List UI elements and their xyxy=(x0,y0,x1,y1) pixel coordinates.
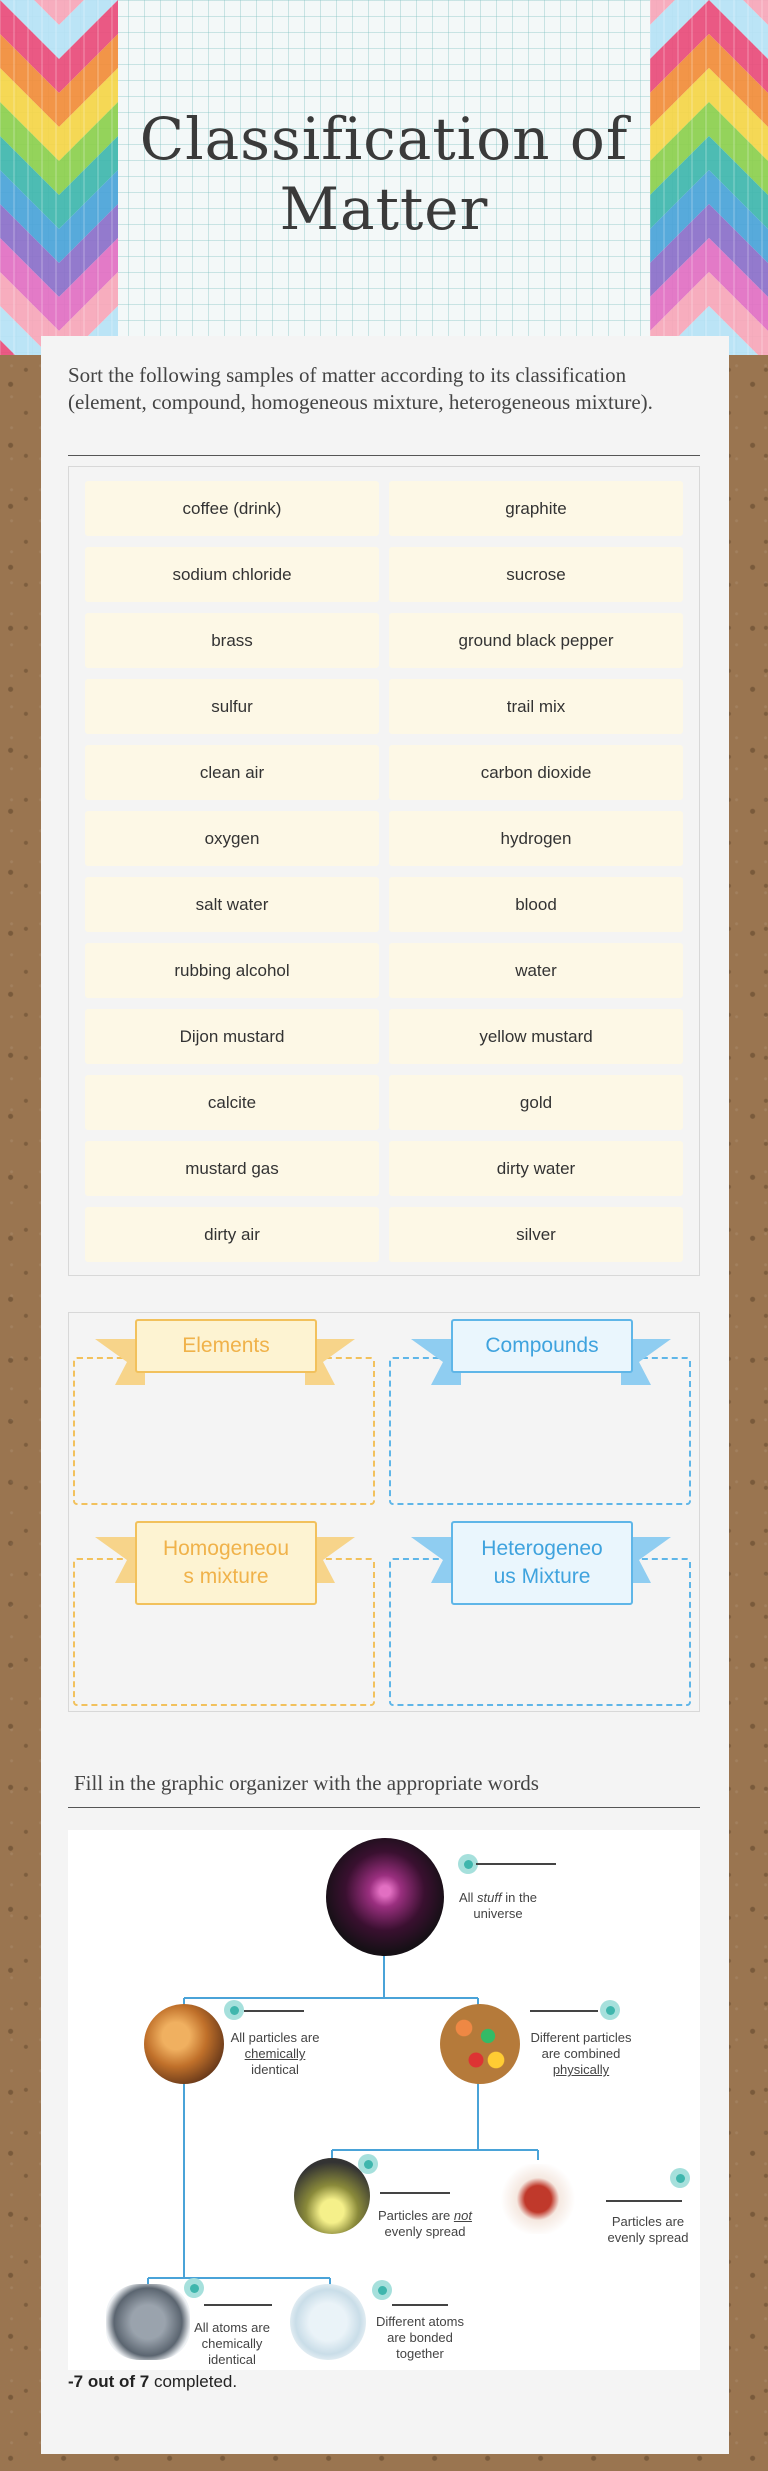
sample-tile[interactable]: mustard gas xyxy=(85,1141,379,1196)
caption-text: All atoms are xyxy=(194,2320,270,2335)
right-caption xyxy=(516,2030,646,2078)
category-title: s mixture xyxy=(183,1565,269,1588)
sample-tile[interactable]: clean air xyxy=(85,745,379,800)
sample-tile[interactable]: hydrogen xyxy=(389,811,683,866)
elements-label xyxy=(135,1319,317,1373)
answer-blank-line[interactable] xyxy=(530,2010,598,2012)
blank-marker-dot[interactable] xyxy=(458,1854,478,1874)
samples-bank xyxy=(68,466,700,1276)
sample-tile[interactable]: trail mix xyxy=(389,679,683,734)
graphic-organizer xyxy=(68,1830,700,2370)
blank-marker-dot[interactable] xyxy=(358,2154,378,2174)
caption-text: are bonded xyxy=(387,2330,453,2345)
divider xyxy=(68,1807,700,1808)
sample-tile[interactable]: silver xyxy=(389,1207,683,1262)
sample-tile[interactable]: water xyxy=(389,943,683,998)
blank-marker-dot[interactable] xyxy=(600,2000,620,2020)
category-sort-panel xyxy=(68,1312,700,1712)
page-title-line: Matter xyxy=(279,175,489,243)
sort-instruction: Sort the following samples of matter according to its classification (element, compound, homogeneous mixture, heterogeneous mixture). xyxy=(68,363,653,414)
caption-text: Particles are xyxy=(611,2214,685,2229)
category-title: Compounds xyxy=(485,1334,599,1357)
caption-text: evenly spread xyxy=(384,2224,466,2239)
sample-tile[interactable]: sucrose xyxy=(389,547,683,602)
organizer-instruction: Fill in the graphic organizer with the appropriate words xyxy=(74,1771,539,1795)
category-title: us Mixture xyxy=(493,1565,591,1588)
sample-tile[interactable]: calcite xyxy=(85,1075,379,1130)
blank-marker-dot[interactable] xyxy=(184,2278,204,2298)
category-title: Homogeneou xyxy=(162,1537,290,1560)
sample-tile[interactable]: coffee (drink) xyxy=(85,481,379,536)
chevron-pattern-graphic xyxy=(650,0,768,355)
blank-marker-dot[interactable] xyxy=(224,2000,244,2020)
sample-tile[interactable]: yellow mustard xyxy=(389,1009,683,1064)
sample-tile[interactable]: sulfur xyxy=(85,679,379,734)
galaxy-photo xyxy=(326,1838,444,1956)
caption-text: together xyxy=(396,2346,444,2361)
caption-text: are combined xyxy=(541,2046,621,2061)
caption-text: not xyxy=(453,2208,472,2223)
chevron-pattern-left xyxy=(0,0,118,355)
divider xyxy=(68,455,700,456)
sample-tile[interactable]: graphite xyxy=(389,481,683,536)
blank-marker-dot[interactable] xyxy=(372,2280,392,2300)
caption-text: chemically xyxy=(201,2336,263,2351)
caption-text: All xyxy=(458,1890,474,1905)
chevron-pattern-graphic xyxy=(0,0,118,355)
sample-tile[interactable]: blood xyxy=(389,877,683,932)
answer-blank-line[interactable] xyxy=(244,2010,304,2012)
blank-marker-dot[interactable] xyxy=(670,2168,690,2188)
caption-text: identical xyxy=(251,2062,299,2077)
caption-text: universe xyxy=(473,1906,523,1921)
sample-tile[interactable]: gold xyxy=(389,1075,683,1130)
page-title xyxy=(130,104,638,244)
caption-text: Different atoms xyxy=(376,2314,464,2329)
answer-blank-line[interactable] xyxy=(606,2200,682,2202)
mixture-photo xyxy=(440,2004,520,2084)
caption-text: evenly spread xyxy=(607,2230,689,2245)
caption-text: Particles are xyxy=(378,2208,454,2223)
sample-tile[interactable]: sodium chloride xyxy=(85,547,379,602)
caption-text: Different particles xyxy=(530,2030,632,2045)
answer-blank-line[interactable] xyxy=(392,2304,448,2306)
completion-status xyxy=(68,2372,237,2392)
sample-tile[interactable]: salt water xyxy=(85,877,379,932)
root-caption xyxy=(438,1890,558,1922)
homogeneous-label xyxy=(135,1521,317,1605)
caption-text: stuff xyxy=(477,1890,502,1905)
chevron-pattern-right xyxy=(650,0,768,355)
element-photo xyxy=(106,2284,190,2360)
heterogeneous-label xyxy=(451,1521,633,1605)
sample-tile[interactable]: oxygen xyxy=(85,811,379,866)
mix-right-caption xyxy=(598,2214,698,2246)
answer-blank-line[interactable] xyxy=(380,2192,450,2194)
category-title: Elements xyxy=(182,1334,270,1357)
caption-text: All particles are xyxy=(230,2030,320,2045)
homogeneous-photo xyxy=(498,2164,578,2234)
compound-photo xyxy=(290,2284,366,2360)
sample-tile[interactable]: brass xyxy=(85,613,379,668)
sample-tile[interactable]: dirty water xyxy=(389,1141,683,1196)
sample-tile[interactable]: dirty air xyxy=(85,1207,379,1262)
completion-count: -7 out of 7 xyxy=(68,2372,150,2391)
sample-tile[interactable]: Dijon mustard xyxy=(85,1009,379,1064)
sample-tile[interactable]: ground black pepper xyxy=(389,613,683,668)
caption-text: identical xyxy=(208,2352,256,2367)
caption-text: chemically xyxy=(244,2046,306,2061)
answer-blank-line[interactable] xyxy=(204,2304,272,2306)
answer-blank-line[interactable] xyxy=(476,1863,556,1865)
completion-suffix: completed. xyxy=(149,2372,238,2391)
caption-text: physically xyxy=(552,2062,610,2077)
header-banner xyxy=(0,0,768,355)
left-caption xyxy=(220,2030,330,2078)
caption-text: in the xyxy=(501,1890,538,1905)
sample-tile[interactable]: rubbing alcohol xyxy=(85,943,379,998)
sub-left-caption xyxy=(182,2320,282,2368)
category-title: Heterogeneo xyxy=(481,1537,603,1560)
compounds-label xyxy=(451,1319,633,1373)
sample-tile[interactable]: carbon dioxide xyxy=(389,745,683,800)
mix-left-caption xyxy=(370,2208,480,2240)
pure-substance-photo xyxy=(144,2004,224,2084)
page-title-line: Classification of xyxy=(139,105,629,173)
sub-right-caption xyxy=(364,2314,476,2362)
